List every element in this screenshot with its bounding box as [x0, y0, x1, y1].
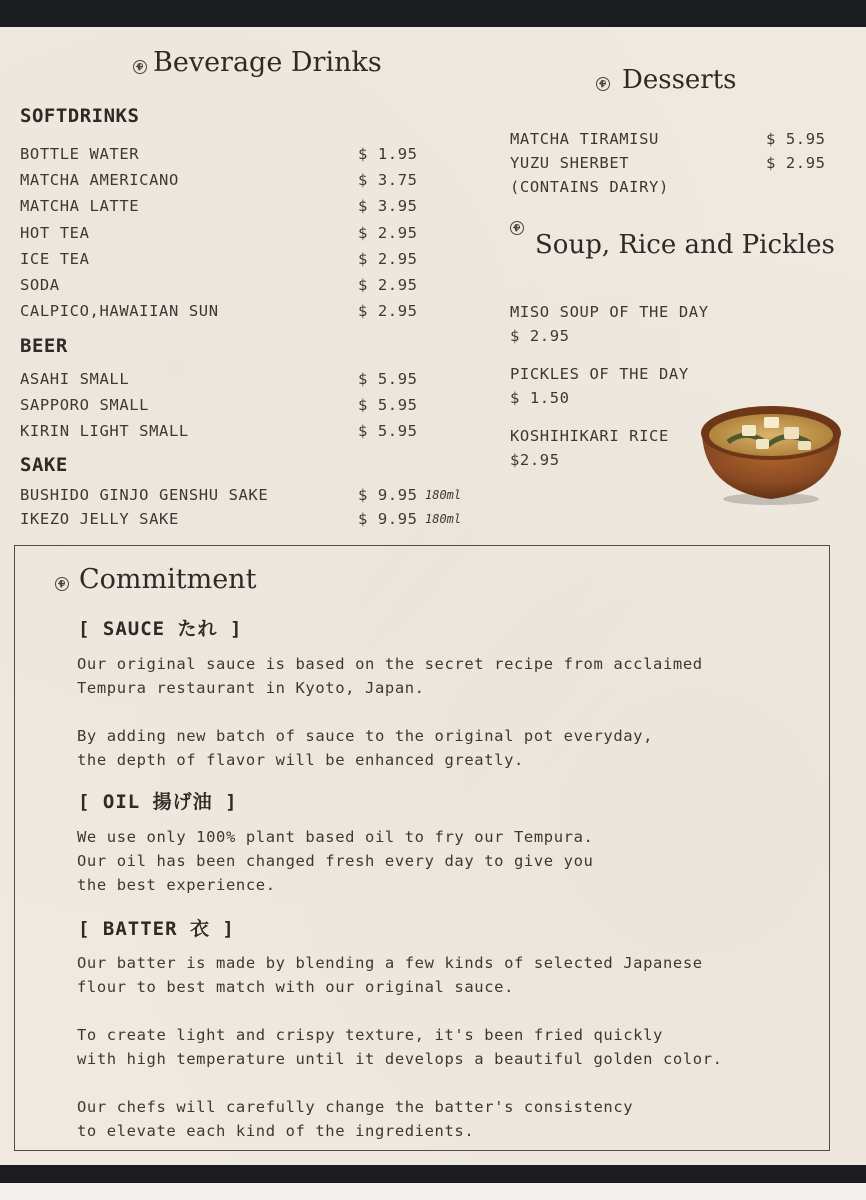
menu-item-price: $ 9.95 [358, 486, 418, 504]
menu-item-size: 180ml [425, 488, 462, 502]
ornament-emblem-icon [596, 77, 610, 91]
sake-label: SAKE [20, 454, 68, 476]
menu-item-price: $ 2.95 [766, 154, 826, 172]
dessert-note: (CONTAINS DAIRY) [510, 178, 669, 196]
miso-soup-bowl-image [698, 387, 844, 507]
menu-item-price: $ 5.95 [358, 396, 418, 414]
menu-item-price: $ 5.95 [766, 130, 826, 148]
menu-item-price: $ 2.95 [358, 276, 418, 294]
soup-title: Soup, Rice and Pickles [535, 230, 835, 260]
menu-item-name: IKEZO JELLY SAKE [20, 510, 179, 528]
commitment-box [14, 545, 830, 1151]
menu-item-size: 180ml [425, 512, 462, 526]
bottom-strip [0, 1183, 866, 1200]
menu-item-name: MATCHA TIRAMISU [510, 130, 659, 148]
softdrinks-label: SOFTDRINKS [20, 105, 140, 127]
menu-item-price: $ 5.95 [358, 422, 418, 440]
commitment-heading [55, 564, 256, 595]
menu-item-name: MATCHA LATTE [20, 197, 140, 216]
menu-item-name: ASAHI SMALL [20, 370, 130, 388]
menu-item-price: $ 3.95 [358, 197, 418, 216]
menu-item-price: $ 2.95 [358, 302, 418, 321]
menu-item-price: $ 2.95 [358, 249, 418, 268]
menu-item-name: KOSHIHIKARI RICE [510, 427, 669, 445]
menu-item-price: $ 5.95 [358, 370, 418, 388]
menu-item-name: HOT TEA [20, 223, 90, 242]
batter-heading: [ BATTER 衣 ] [78, 918, 235, 940]
beverage-heading [133, 47, 382, 78]
top-bar [0, 0, 866, 27]
desserts-heading [596, 65, 737, 95]
batter-text: Our batter is made by blending a few kinds of selected Japanese flour to best match with our original sauce. To create light and crispy texture, it's been fried quickly with high temperature until it develops a beautiful golden color. Our chefs will carefully change the batter's consistency to elevate each kind of the ingredients. [77, 954, 723, 1140]
menu-item-name: MISO SOUP OF THE DAY [510, 303, 709, 321]
menu-item-price: $ 2.95 [358, 223, 418, 242]
sauce-heading: [ SAUCE たれ ] [78, 618, 243, 640]
beer-label: BEER [20, 335, 68, 357]
bottom-bar [0, 1165, 866, 1183]
menu-item-name: BOTTLE WATER [20, 145, 140, 163]
sauce-text: Our original sauce is based on the secret recipe from acclaimed Tempura restaurant in Kyoto, Japan. By adding new batch of sauce to the original pot everyday, the depth of flavor will be enhanced greatly. [77, 655, 703, 769]
menu-item-name: YUZU SHERBET [510, 154, 630, 172]
ornament-emblem-icon [510, 221, 524, 235]
menu-item-name: BUSHIDO GINJO GENSHU SAKE [20, 486, 269, 504]
menu-item-price: $2.95 [510, 451, 560, 469]
menu-item-price: $ 9.95 [358, 510, 418, 528]
menu-item-name: MATCHA AMERICANO [20, 171, 179, 190]
desserts-title: Desserts [622, 65, 737, 95]
menu-item-name: PICKLES OF THE DAY [510, 365, 689, 383]
menu-item-name: CALPICO,HAWAIIAN SUN [20, 302, 219, 321]
beverage-title: Beverage Drinks [153, 47, 382, 78]
ornament-emblem-icon [133, 60, 147, 74]
menu-item-name: ICE TEA [20, 249, 90, 268]
commitment-title: Commitment [79, 564, 257, 595]
menu-item-price: $ 2.95 [510, 327, 570, 345]
menu-item-price: $ 1.50 [510, 389, 570, 407]
menu-item-name: SAPPORO SMALL [20, 396, 150, 414]
ornament-emblem-icon [55, 577, 69, 591]
oil-text: We use only 100% plant based oil to fry our Tempura. Our oil has been changed fresh every day to give you the best experience. [77, 828, 594, 894]
menu-page [0, 27, 866, 1165]
menu-item-name: SODA [20, 276, 60, 294]
menu-item-name: KIRIN LIGHT SMALL [20, 422, 189, 440]
menu-item-price: $ 1.95 [358, 145, 418, 163]
oil-heading: [ OIL 揚げ油 ] [78, 791, 238, 813]
menu-item-price: $ 3.75 [358, 171, 418, 190]
